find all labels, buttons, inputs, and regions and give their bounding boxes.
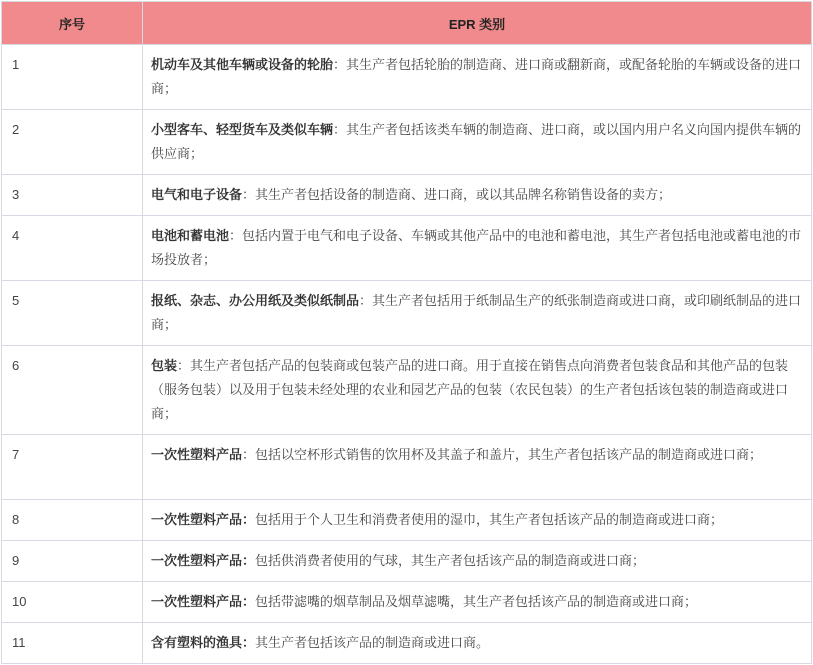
category-title: 电池和蓄电池 <box>151 228 230 243</box>
category-text: 包括用于个人卫生和消费者使用的湿巾，其生产者包括该产品的制造商或进口商； <box>255 512 724 527</box>
category-text: 包括带滤嘴的烟草制品及烟草滤嘴，其生产者包括该产品的制造商或进口商； <box>255 594 698 609</box>
category-title: 含有塑料的渔具： <box>151 635 256 650</box>
category-text: ：包括以空杯形式销售的饮用杯及其盖子和盖片，其生产者包括该产品的制造商或进口商； <box>242 447 763 462</box>
row-number: 5 <box>2 281 143 346</box>
row-description <box>143 346 812 435</box>
row-description <box>143 45 812 110</box>
table-header-row <box>2 2 812 45</box>
category-title: 一次性塑料产品： <box>151 512 256 527</box>
table-row <box>2 582 812 623</box>
category-title: 小型客车、轻型货车及类似车辆 <box>151 122 334 137</box>
table-row <box>2 110 812 175</box>
category-title: 包装 <box>151 358 178 373</box>
header-index: 序号 <box>2 2 143 45</box>
table-row <box>2 175 812 216</box>
table-row <box>2 346 812 435</box>
category-text: ：包括内置于电气和电子设备、车辆或其他产品中的电池和蓄电池，其生产者包括电池或蓄电池的市场投放者； <box>151 228 802 267</box>
header-category: EPR 类别 <box>143 2 812 45</box>
row-description <box>143 216 812 281</box>
row-description <box>143 435 812 500</box>
row-description <box>143 175 812 216</box>
row-number: 11 <box>2 623 143 664</box>
row-description <box>143 582 812 623</box>
row-number: 7 <box>2 435 143 500</box>
table-row <box>2 435 812 500</box>
row-number: 9 <box>2 541 143 582</box>
row-description <box>143 110 812 175</box>
table-row <box>2 623 812 664</box>
table-row <box>2 500 812 541</box>
table-row <box>2 216 812 281</box>
category-title: 一次性塑料产品： <box>151 553 256 568</box>
row-description <box>143 623 812 664</box>
row-description <box>143 541 812 582</box>
row-number: 2 <box>2 110 143 175</box>
category-text: 包括供消费者使用的气球，其生产者包括该产品的制造商或进口商； <box>255 553 646 568</box>
category-title: 一次性塑料产品 <box>151 447 243 462</box>
category-title: 报纸、杂志、办公用纸及类似纸制品 <box>151 293 360 308</box>
category-title: 电气和电子设备 <box>151 187 243 202</box>
row-number: 4 <box>2 216 143 281</box>
category-title: 机动车及其他车辆或设备的轮胎 <box>151 57 334 72</box>
category-text: ：其生产者包括该类车辆的制造商、进口商，或以国内用户名义向国内提供车辆的供应商； <box>151 122 802 161</box>
category-text: ：其生产者包括轮胎的制造商、进口商或翻新商，或配备轮胎的车辆或设备的进口商； <box>151 57 802 96</box>
row-description <box>143 281 812 346</box>
category-text: 其生产者包括该产品的制造商或进口商。 <box>255 635 490 650</box>
row-number: 1 <box>2 45 143 110</box>
category-text: ：其生产者包括设备的制造商、进口商，或以其品牌名称销售设备的卖方； <box>242 187 672 202</box>
category-text: ：其生产者包括产品的包装商或包装产品的进口商。用于直接在销售点向消费者包装食品和其他产品的包装（服务包装）以及用于包装未经处理的农业和园艺产品的包装（农民包装）的生产者包括该包装的制造商或进口商； <box>151 358 789 421</box>
row-number: 3 <box>2 175 143 216</box>
table-row <box>2 281 812 346</box>
category-text: ：其生产者包括用于纸制品生产的纸张制造商或进口商，或印刷纸制品的进口商； <box>151 293 802 332</box>
table-row <box>2 45 812 110</box>
row-description <box>143 500 812 541</box>
epr-category-table <box>1 1 812 664</box>
row-number: 6 <box>2 346 143 435</box>
category-title: 一次性塑料产品： <box>151 594 256 609</box>
row-number: 8 <box>2 500 143 541</box>
table-row <box>2 541 812 582</box>
row-number: 10 <box>2 582 143 623</box>
